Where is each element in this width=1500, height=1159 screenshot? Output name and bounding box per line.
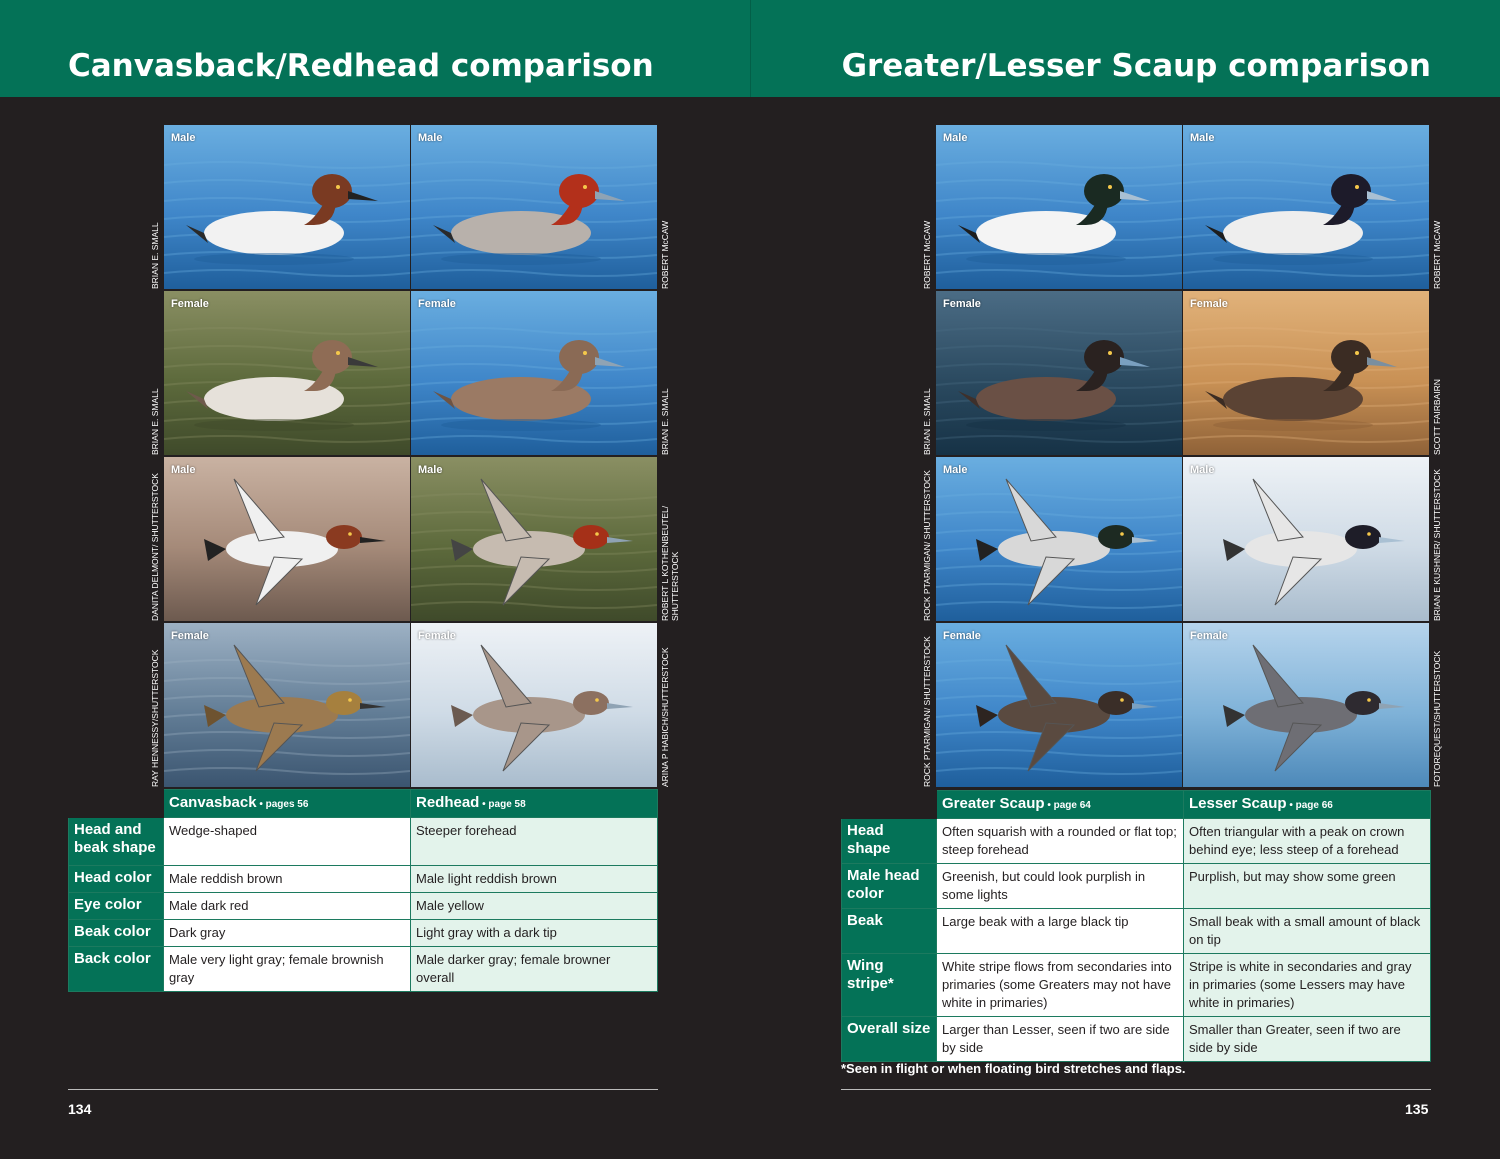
row-label: Beak color	[69, 920, 164, 947]
left-comparison-table	[68, 789, 658, 992]
right-comparison-table	[841, 790, 1431, 1062]
bird-photo	[1183, 291, 1429, 455]
bird-photo-image	[164, 623, 410, 787]
photo-credit: ROBERT McCAW	[922, 220, 932, 289]
table-row	[842, 1017, 1431, 1062]
photo-caption: Female	[171, 298, 209, 310]
photo-credit: SCOTT FAIRBAIRN	[1432, 379, 1442, 455]
bird-photo	[411, 457, 657, 621]
bird-photo	[411, 125, 657, 289]
photo-caption: Male	[418, 132, 443, 144]
photo-caption: Male	[171, 132, 196, 144]
row-label: Head color	[69, 866, 164, 893]
bird-photo	[936, 291, 1182, 455]
bird-photo	[164, 125, 410, 289]
photo-credit: ARINA P HABICH/SHUTTERSTOCK	[660, 647, 670, 787]
photo-credit: DANITA DELMONT/ SHUTTERSTOCK	[150, 473, 160, 621]
row-label: Wing stripe*	[842, 954, 937, 1017]
bird-photo-image	[936, 125, 1182, 289]
photo-caption: Female	[418, 298, 456, 310]
bird-photo-image	[411, 457, 657, 621]
bird-photo	[936, 125, 1182, 289]
bird-photo-image	[164, 291, 410, 455]
bird-photo	[164, 623, 410, 787]
table-cell: Stripe is white in secondaries and gray in primaries (some Lessers may have white in primaries)	[1184, 954, 1431, 1017]
photo-caption: Female	[943, 630, 981, 642]
photo-caption: Male	[171, 464, 196, 476]
column-header-greater-scaup: Greater Scaup • page 64	[937, 791, 1184, 819]
photo-credit: BRIAN E. SMALL	[150, 388, 160, 455]
bird-photo-image	[411, 125, 657, 289]
table-cell: Light gray with a dark tip	[411, 920, 658, 947]
bird-photo	[1183, 623, 1429, 787]
table-cell: Small beak with a small amount of black on tip	[1184, 909, 1431, 954]
photo-credit: BRIAN E. SMALL	[922, 388, 932, 455]
table-cell: Larger than Lesser, seen if two are side by side	[937, 1017, 1184, 1062]
table-row	[69, 818, 658, 866]
page-number: 135	[1405, 1101, 1429, 1117]
column-header-canvasback: Canvasback • pages 56	[164, 790, 411, 818]
table-cell: Male very light gray; female brownish gray	[164, 947, 411, 992]
photo-credit: BRIAN E. SMALL	[660, 388, 670, 455]
table-cell: Wedge-shaped	[164, 818, 411, 866]
table-cell: Male reddish brown	[164, 866, 411, 893]
table-row	[842, 819, 1431, 864]
table-cell: Purplish, but may show some green	[1184, 864, 1431, 909]
table-row	[842, 954, 1431, 1017]
table-cell: Male darker gray; female browner overall	[411, 947, 658, 992]
row-label: Back color	[69, 947, 164, 992]
table-row	[842, 864, 1431, 909]
table-row	[69, 893, 658, 920]
row-label: Head and beak shape	[69, 818, 164, 866]
table-cell: Male dark red	[164, 893, 411, 920]
left-page-title: Canvasback/Redhead comparison	[68, 48, 654, 84]
table-row	[69, 920, 658, 947]
photo-caption: Female	[1190, 630, 1228, 642]
left-header-bar	[0, 0, 750, 97]
bird-photo-image	[936, 457, 1182, 621]
table-cell: Male yellow	[411, 893, 658, 920]
bird-photo-image	[1183, 623, 1429, 787]
photo-caption: Female	[1190, 298, 1228, 310]
table-cell: Often triangular with a peak on crown behind eye; less steep of a forehead	[1184, 819, 1431, 864]
photo-caption: Female	[418, 630, 456, 642]
table-row	[842, 909, 1431, 954]
photo-credit: FOTOREQUEST/SHUTTERSTOCK	[1432, 650, 1442, 787]
bird-photo	[164, 291, 410, 455]
bird-photo-image	[164, 125, 410, 289]
row-label: Overall size	[842, 1017, 937, 1062]
photo-credit: ROBERT L KOTHENBEUTEL/ SHUTTERSTOCK	[660, 505, 680, 621]
bird-photo-image	[936, 623, 1182, 787]
photo-caption: Female	[943, 298, 981, 310]
column-header-lesser-scaup: Lesser Scaup • page 66	[1184, 791, 1431, 819]
table-row	[69, 947, 658, 992]
bird-photo-image	[411, 623, 657, 787]
column-header-redhead: Redhead • page 58	[411, 790, 658, 818]
right-page	[750, 0, 1500, 1159]
row-label: Head shape	[842, 819, 937, 864]
footer-rule	[841, 1089, 1431, 1090]
photo-caption: Female	[171, 630, 209, 642]
right-page-title: Greater/Lesser Scaup comparison	[841, 48, 1431, 84]
bird-photo	[936, 623, 1182, 787]
photo-caption: Male	[418, 464, 443, 476]
row-label: Eye color	[69, 893, 164, 920]
bird-photo	[164, 457, 410, 621]
photo-caption: Male	[943, 464, 968, 476]
photo-caption: Male	[1190, 132, 1215, 144]
photo-credit: ROBERT McCAW	[660, 220, 670, 289]
bird-photo-image	[1183, 291, 1429, 455]
table-cell: Steeper forehead	[411, 818, 658, 866]
bird-photo	[411, 291, 657, 455]
table-header-row	[842, 791, 1431, 819]
photo-credit: RAY HENNESSY/SHUTTERSTOCK	[150, 649, 160, 787]
bird-photo	[411, 623, 657, 787]
photo-credit: BRIAN E. SMALL	[150, 222, 160, 289]
photo-credit: ROCK PTARMIGAN/ SHUTTERSTOCK	[922, 470, 932, 621]
bird-photo-image	[1183, 125, 1429, 289]
table-cell: Large beak with a large black tip	[937, 909, 1184, 954]
right-header-bar	[750, 0, 1500, 97]
bird-photo	[1183, 457, 1429, 621]
photo-credit: ROCK PTARMIGAN/ SHUTTERSTOCK	[922, 636, 932, 787]
bird-photo	[1183, 125, 1429, 289]
bird-photo-image	[1183, 457, 1429, 621]
bird-photo-image	[411, 291, 657, 455]
table-cell: Dark gray	[164, 920, 411, 947]
bird-photo-image	[936, 291, 1182, 455]
table-cell: Smaller than Greater, seen if two are side by side	[1184, 1017, 1431, 1062]
table-row	[69, 866, 658, 893]
photo-caption: Male	[943, 132, 968, 144]
table-cell: Greenish, but could look purplish in some lights	[937, 864, 1184, 909]
footer-rule	[68, 1089, 658, 1090]
footnote: *Seen in flight or when floating bird stretches and flaps.	[841, 1061, 1186, 1076]
row-label: Male head color	[842, 864, 937, 909]
table-cell: White stripe flows from secondaries into primaries (some Greaters may not have white in primaries)	[937, 954, 1184, 1017]
page-number: 134	[68, 1101, 92, 1117]
photo-credit: ROBERT McCAW	[1432, 220, 1442, 289]
bird-photo-image	[164, 457, 410, 621]
table-header-row	[69, 790, 658, 818]
row-label: Beak	[842, 909, 937, 954]
table-cell: Often squarish with a rounded or flat top; steep forehead	[937, 819, 1184, 864]
photo-caption: Male	[1190, 464, 1215, 476]
bird-photo	[936, 457, 1182, 621]
photo-credit: BRIAN E KUSHNER/ SHUTTERSTOCK	[1432, 469, 1442, 621]
table-cell: Male light reddish brown	[411, 866, 658, 893]
